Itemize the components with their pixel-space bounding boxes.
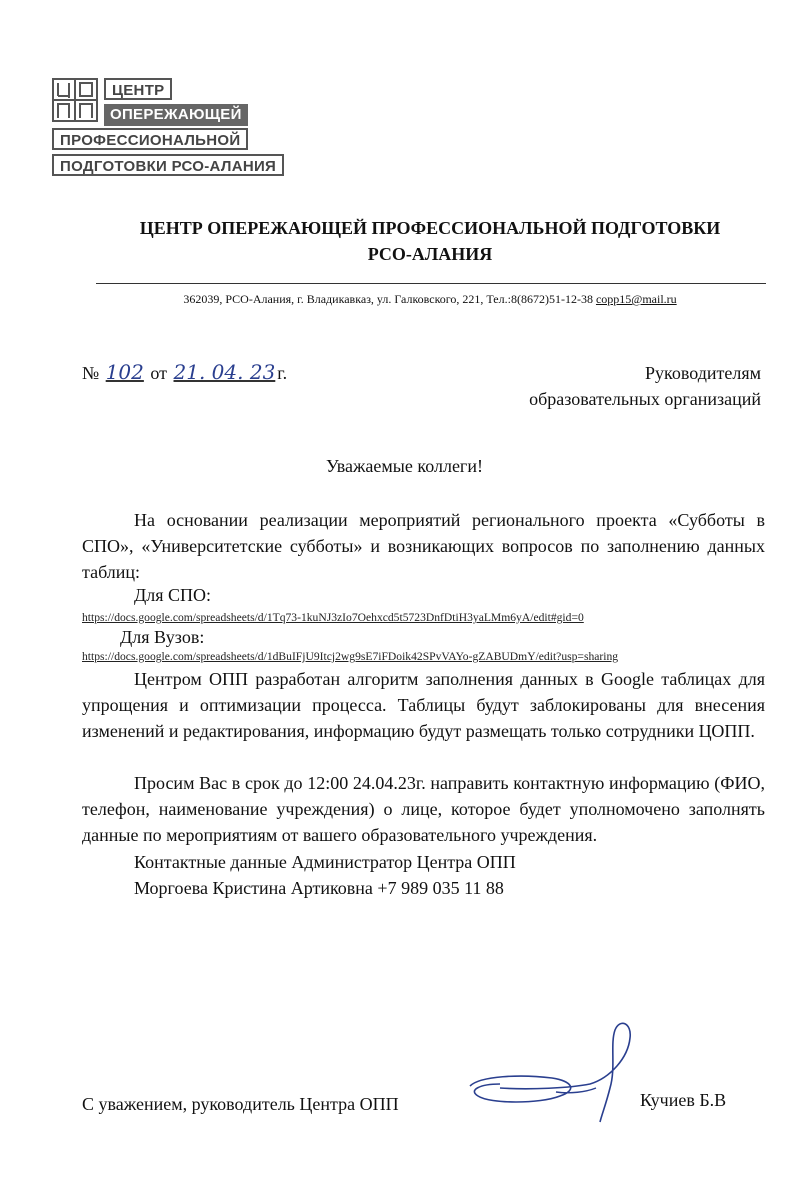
- closing-line: С уважением, руководитель Центра ОПП: [82, 1094, 399, 1114]
- copp-logo-icon: [52, 78, 98, 122]
- organization-title: [80, 215, 780, 267]
- logo-text-line1: ЦЕНТР: [104, 78, 172, 100]
- date-prefix: от: [150, 363, 168, 383]
- handwritten-signature: [460, 1018, 640, 1128]
- recipient-line2: образовательных организаций: [529, 389, 761, 409]
- logo-text-line4: ПОДГОТОВКИ РСО-АЛАНИЯ: [52, 154, 284, 176]
- organization-logo: [52, 78, 322, 178]
- logo-text-line2: ОПЕРЕЖАЮЩЕЙ: [104, 104, 248, 126]
- paragraph-request: Просим Вас в срок до 12:00 24.04.23г. направить контактную информацию (ФИО, телефон, наименование учреждения) о лице, которое будет уполномочено заполнять данные по мероприятиям от вашего образовательного учреждения.: [82, 773, 765, 845]
- greeting: Уважаемые коллеги!: [326, 456, 483, 476]
- spo-table-link[interactable]: https://docs.google.com/spreadsheets/d/1Tq73-1kuNJ3zIo7Oehxcd5t5723DnfDtiH3yaLMm6yA/edit#gid=0: [82, 611, 584, 624]
- email-link[interactable]: copp15@mail.ru: [595, 292, 677, 306]
- address-line: [100, 292, 760, 307]
- recipient-block: [529, 360, 761, 412]
- paragraph-algorithm: Центром ОПП разработан алгоритм заполнения данных в Google таблицах для упрощения и оптимизации процесса. Таблицы будут заблокированы для внесения изменений и редактирования, информацию будут размещать только сотрудники ЦОПП.: [82, 669, 765, 741]
- logo-text-line3: ПРОФЕССИОНАЛЬНОЙ: [52, 128, 248, 150]
- organization-title-line1: ЦЕНТР ОПЕРЕЖАЮЩЕЙ ПРОФЕССИОНАЛЬНОЙ ПОДГОТОВКИ: [139, 218, 721, 238]
- organization-title-line2: РСО-АЛАНИЯ: [367, 244, 493, 264]
- spo-label: Для СПО:: [134, 585, 212, 605]
- vuz-table-link[interactable]: https://docs.google.com/spreadsheets/d/1dBuIFjU9Itcj2wg9sE7iFDoik42SPvVAYo-gZABUDmY/edit?usp=sharing: [82, 650, 619, 663]
- number-prefix: №: [82, 363, 100, 383]
- signer-name: Кучиев Б.В: [640, 1090, 727, 1110]
- date-suffix: г.: [277, 363, 288, 383]
- document-number-line: [82, 360, 287, 384]
- header-divider: [96, 283, 766, 284]
- contact-person: Моргоева Кристина Артиковна +7 989 035 11 88: [134, 878, 504, 898]
- document-number: 102: [105, 360, 144, 384]
- postal-address: 362039, РСО-Алания, г. Владикавказ, ул. Галковского, 221, Тел.:8(8672)51-12-38: [183, 292, 593, 306]
- document-date: 21. 04. 23: [173, 360, 276, 384]
- paragraph-intro: На основании реализации мероприятий регионального проекта «Субботы в СПО», «Университетские субботы» и возникающих вопросов по заполнению данных таблиц:: [82, 510, 765, 582]
- recipient-line1: Руководителям: [645, 363, 761, 383]
- vuz-label: Для Вузов:: [120, 627, 205, 647]
- contact-title: Контактные данные Администратор Центра ОПП: [134, 852, 516, 872]
